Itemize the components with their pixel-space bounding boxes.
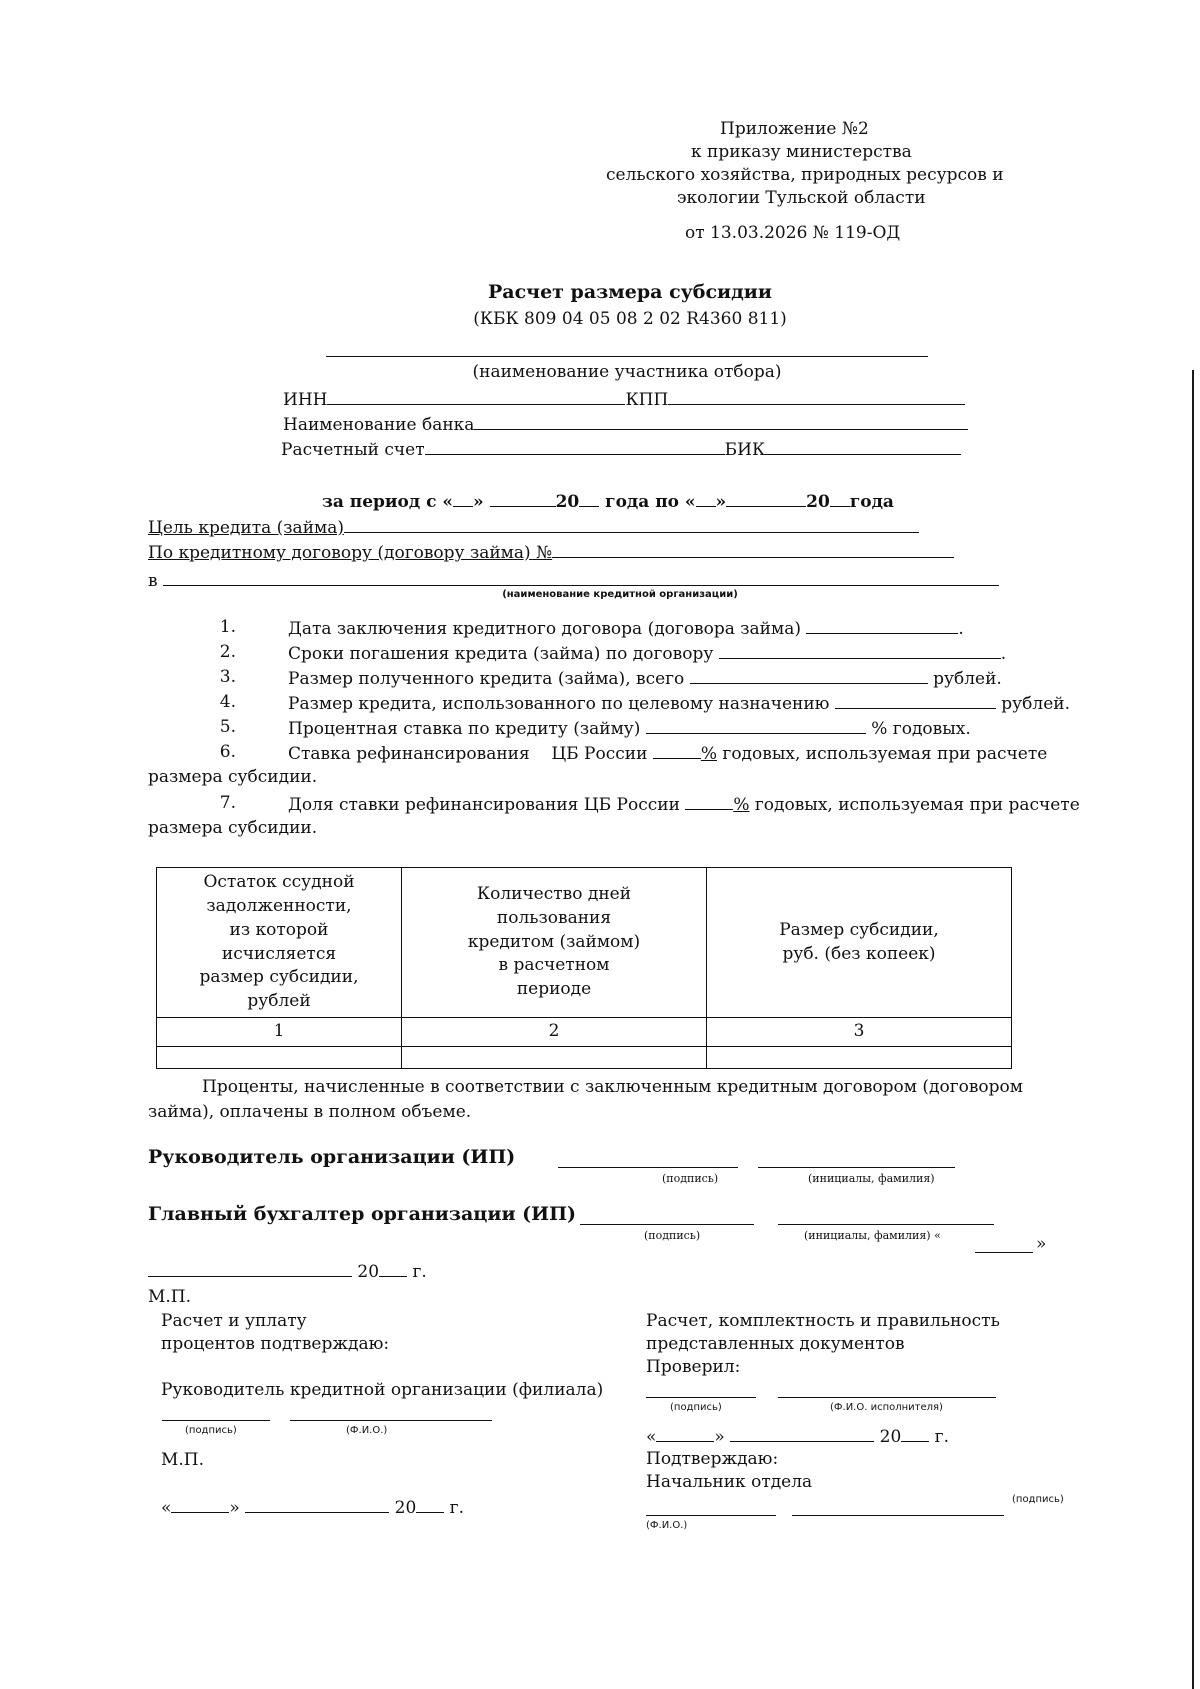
table-data-row — [157, 1046, 1012, 1068]
bank-mp-label: М.П. — [161, 1450, 205, 1470]
item-1: Дата заключения кредитного договора (договора займа) . — [288, 619, 964, 639]
period-end-year[interactable] — [830, 490, 850, 507]
bank-confirm-line1: Расчет и уплату — [161, 1311, 307, 1331]
inn-label: ИНН — [283, 390, 328, 410]
bank-head-fio-caption: (Ф.И.О.) — [346, 1425, 388, 1436]
chief-acc-date-line[interactable] — [975, 1252, 1033, 1253]
bank-date-year[interactable] — [416, 1496, 444, 1513]
bank-date-month[interactable] — [245, 1496, 389, 1513]
bank-head-sign-line[interactable] — [162, 1420, 270, 1421]
scan-edge — [1192, 370, 1194, 1689]
table-cell-days[interactable] — [402, 1046, 707, 1068]
subsidy-table — [156, 867, 1012, 1069]
ministry-head-fio-line[interactable] — [646, 1515, 776, 1516]
bank-head-label: Руководитель кредитной организации (филиала) — [161, 1380, 604, 1400]
chief-acc-name-caption: (инициалы, фамилия) « — [804, 1229, 941, 1242]
chief-acc-close-quote: » — [1036, 1234, 1047, 1254]
bank-head-sign-caption: (подпись) — [185, 1425, 237, 1436]
interest-line2: займа), оплачены в полном объеме. — [148, 1102, 472, 1122]
chief-acc-sign-caption: (подпись) — [644, 1229, 701, 1242]
bank-date-row: « » 20 г. — [161, 1498, 464, 1518]
head-org-name-caption: (инициалы, фамилия) — [808, 1172, 935, 1185]
bank-confirm-line2: процентов подтверждаю: — [161, 1334, 390, 1354]
bank-field[interactable] — [474, 413, 968, 430]
bank-org-caption: (наименование кредитной организации) — [502, 589, 738, 600]
ministry-head-sign-caption: (подпись) — [1012, 1494, 1064, 1505]
inn-row — [283, 388, 965, 410]
kbk-code: (КБК 809 04 05 08 2 02 R4360 811) — [473, 309, 787, 329]
kpp-label: КПП — [625, 390, 669, 410]
account-row — [281, 438, 961, 460]
ministry-fio-caption: (Ф.И.О. исполнителя) — [830, 1402, 943, 1413]
period-q2: » — [715, 492, 727, 512]
ministry-confirm: Подтверждаю: — [646, 1449, 779, 1469]
interest-line1: Проценты, начисленные в соответствии с заключенным кредитным договором (договором — [202, 1077, 1023, 1097]
table-header-col2: Количество дней пользования кредитом (займом) в расчетном периоде — [402, 868, 707, 1018]
order-date-number: от 13.03.2026 № 119-ОД — [685, 223, 901, 243]
bank-label: Наименование банка — [283, 415, 475, 435]
head-org-label: Руководитель организации (ИП) — [148, 1146, 516, 1168]
ministry-sign-line[interactable] — [646, 1397, 756, 1398]
item-7-num: 7. — [219, 793, 236, 813]
ministry-date-row: « » 20 г. — [646, 1427, 949, 1447]
table-col-number-2: 2 — [402, 1018, 707, 1047]
appendix-line2: к приказу министерства — [691, 142, 912, 162]
bank-date-day[interactable] — [171, 1496, 229, 1513]
contract-row — [148, 541, 954, 563]
table-number-row — [157, 1018, 1012, 1047]
ministry-line2: представленных документов — [646, 1334, 905, 1354]
item-2-field[interactable] — [719, 642, 1001, 659]
item-6-cont: размера субсидии. — [148, 767, 318, 787]
item-7-field[interactable] — [685, 793, 733, 810]
inn-field[interactable] — [327, 388, 625, 405]
bank-row — [283, 413, 968, 435]
table-header-col1: Остаток ссудной задолженности, из которой исчисляется размер субсидии, рублей — [157, 868, 402, 1018]
chief-acc-sign-line[interactable] — [580, 1224, 754, 1225]
table-cell-balance[interactable] — [157, 1046, 402, 1068]
period-row — [322, 490, 894, 512]
item-2: Сроки погашения кредита (займа) по договору . — [288, 644, 1007, 664]
item-2-num: 2. — [219, 642, 236, 662]
chief-acc-name-line[interactable] — [778, 1224, 994, 1225]
period-end: года — [849, 492, 894, 512]
chief-acc-label: Главный бухгалтер организации (ИП) — [148, 1203, 577, 1225]
bik-label: БИК — [724, 440, 766, 460]
period-end-month[interactable] — [726, 490, 806, 507]
item-6-field[interactable] — [653, 742, 701, 759]
item-3-field[interactable] — [690, 667, 928, 684]
ministry-checked: Проверил: — [646, 1357, 741, 1377]
period-end-day[interactable] — [696, 490, 716, 507]
contract-field[interactable] — [552, 541, 954, 558]
purpose-field[interactable] — [344, 516, 919, 533]
ministry-date-month[interactable] — [730, 1425, 874, 1442]
head-org-sign-caption: (подпись) — [662, 1172, 719, 1185]
sign-date-field[interactable] — [148, 1260, 352, 1277]
item-4-field[interactable] — [835, 692, 996, 709]
head-org-name-line[interactable] — [758, 1167, 955, 1168]
ministry-sign-caption: (подпись) — [670, 1402, 722, 1413]
item-6: Ставка рефинансирования ЦБ России % годовых, используемая при расчете — [288, 744, 1048, 764]
appendix-line3: сельского хозяйства, природных ресурсов и — [606, 165, 1004, 185]
ministry-head: Начальник отдела — [646, 1472, 813, 1492]
bik-field[interactable] — [765, 438, 961, 455]
period-year-mid: 20 — [555, 492, 580, 512]
table-header-col3: Размер субсидии, руб. (без копеек) — [707, 868, 1012, 1018]
purpose-label: Цель кредита (займа) — [148, 518, 345, 538]
ministry-head-fio-caption: (Ф.И.О.) — [646, 1520, 688, 1531]
item-3-num: 3. — [219, 667, 236, 687]
ministry-date-day[interactable] — [656, 1425, 714, 1442]
head-org-sign-line[interactable] — [558, 1167, 738, 1168]
participant-caption: (наименование участника отбора) — [472, 362, 782, 382]
bank-org-in: в — [148, 571, 158, 591]
ministry-fio-line[interactable] — [778, 1397, 996, 1398]
item-4-num: 4. — [219, 692, 236, 712]
period-start-year[interactable] — [579, 490, 599, 507]
contract-label: По кредитному договору (договору займа) № — [148, 543, 553, 563]
page-title: Расчет размера субсидии — [488, 281, 772, 303]
table-header-row — [157, 868, 1012, 1018]
account-field[interactable] — [425, 438, 725, 455]
item-5: Процентная ставка по кредиту (займу) % годовых. — [288, 719, 971, 739]
item-4: Размер кредита, использованного по целевому назначению рублей. — [288, 694, 1071, 714]
ministry-date-year[interactable] — [901, 1425, 929, 1442]
ministry-head-sign-line[interactable] — [792, 1515, 1004, 1516]
sign-date-row: 20 г. — [148, 1260, 427, 1282]
item-7: Доля ставки рефинансирования ЦБ России % годовых, используемая при расчете — [288, 795, 1080, 815]
mp-label: М.П. — [148, 1287, 192, 1307]
table-col-number-1: 1 — [157, 1018, 402, 1047]
period-year-end: 20 — [806, 492, 830, 512]
table-cell-subsidy[interactable] — [707, 1046, 1012, 1068]
item-3: Размер полученного кредита (займа), всего рублей. — [288, 669, 1002, 689]
item-1-num: 1. — [219, 617, 236, 637]
item-6-num: 6. — [219, 742, 236, 762]
account-label: Расчетный счет — [281, 440, 425, 460]
sign-date-year[interactable] — [379, 1260, 407, 1277]
period-start-day[interactable] — [453, 490, 473, 507]
kpp-field[interactable] — [668, 388, 965, 405]
participant-name-line — [326, 356, 928, 357]
item-5-num: 5. — [219, 717, 236, 737]
bank-head-fio-line[interactable] — [290, 1420, 492, 1421]
appendix-number: Приложение №2 — [720, 119, 869, 139]
item-1-field[interactable] — [806, 617, 958, 634]
item-5-field[interactable] — [646, 717, 866, 734]
table-col-number-3: 3 — [707, 1018, 1012, 1047]
ministry-line1: Расчет, комплектность и правильность — [646, 1311, 1000, 1331]
item-7-cont: размера субсидии. — [148, 818, 318, 838]
period-mid: года по « — [605, 492, 696, 512]
period-prefix: за период с « — [322, 492, 454, 512]
appendix-line4: экологии Тульской области — [677, 188, 926, 208]
purpose-row — [148, 516, 919, 538]
period-start-month[interactable] — [490, 490, 556, 507]
bank-org-field[interactable] — [163, 569, 999, 586]
period-q1: » — [473, 492, 484, 512]
